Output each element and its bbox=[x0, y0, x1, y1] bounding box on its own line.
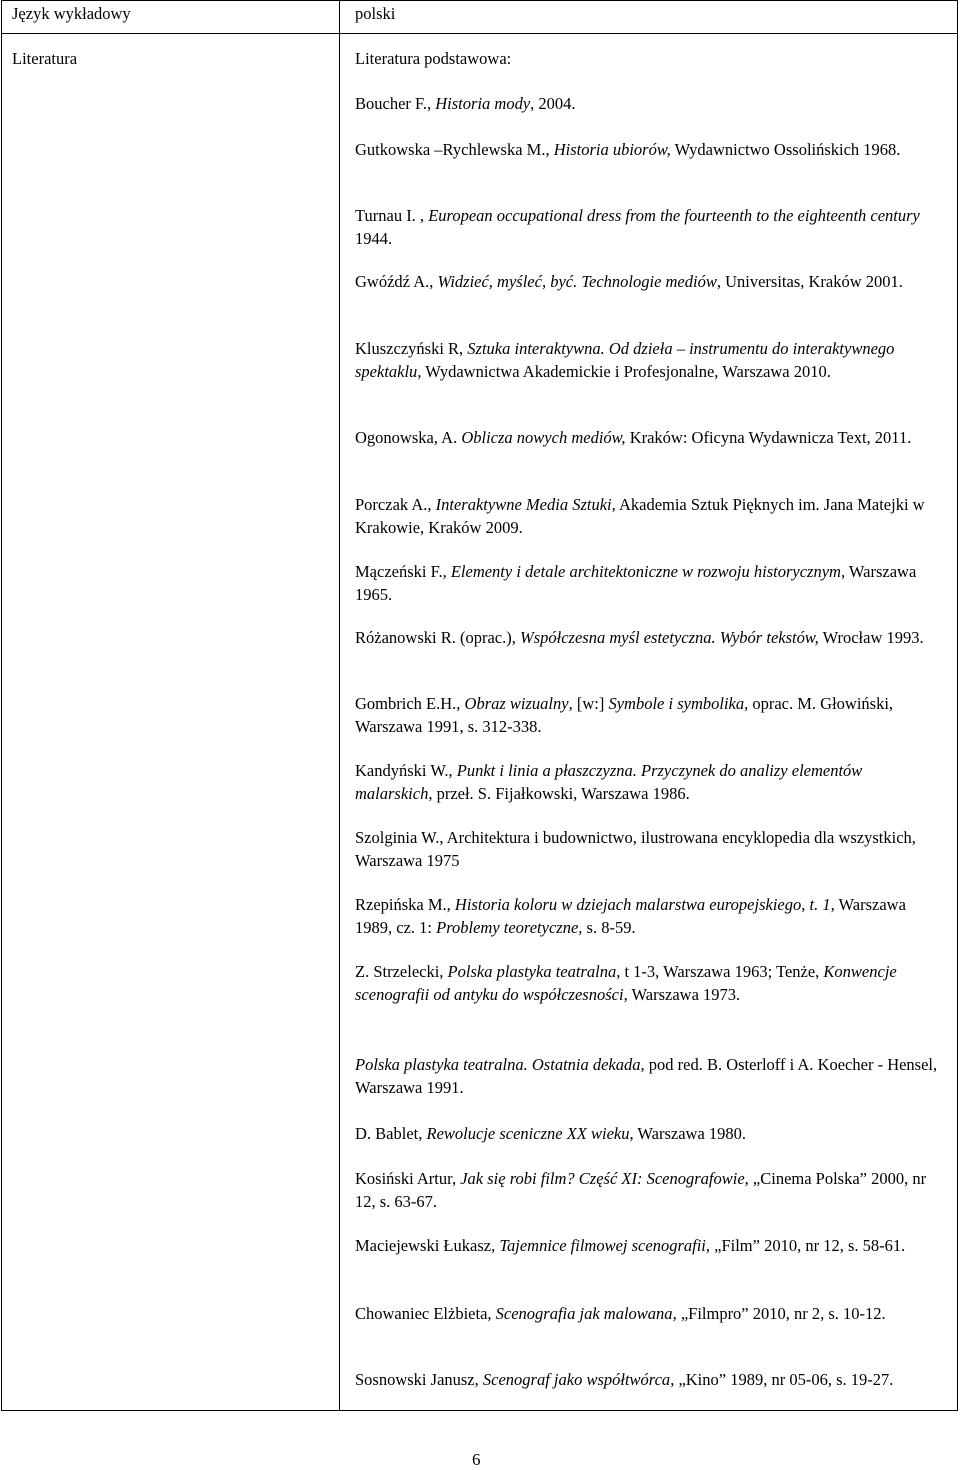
bibliography-entry bbox=[355, 692, 940, 738]
entry-text: Sosnowski Janusz, bbox=[355, 1370, 483, 1389]
entry-text: Szolginia W., Architektura i budownictwo, ilustrowana encyklopedia dla wszystkich, Warszawa 1975 bbox=[355, 828, 916, 870]
entry-title: Współczesna myśl estetyczna. Wybór tekstów, bbox=[519, 628, 819, 647]
bibliography-entry bbox=[355, 92, 940, 115]
entry-title: European occupational dress from the fourteenth to the eighteenth century bbox=[428, 206, 920, 225]
entry-title: Punkt i linia a płaszczyzna. Przyczynek do analizy elementów malarskich bbox=[355, 761, 863, 803]
bibliography-entry bbox=[355, 1122, 940, 1145]
entry-text: Różanowski R. (oprac.), bbox=[355, 628, 520, 647]
entry-text: , Warszawa 1973. bbox=[623, 985, 741, 1004]
entry-text: , 2004. bbox=[530, 94, 576, 113]
entry-text: , Universitas, Kraków 2001. bbox=[716, 272, 903, 291]
bibliography-entry bbox=[355, 759, 940, 805]
entry-title: Scenograf jako współtwórca bbox=[482, 1370, 671, 1389]
entry-text: , „Kino” 1989, nr 05-06, s. 19-27. bbox=[670, 1370, 894, 1389]
bibliography-entry bbox=[355, 626, 940, 649]
entry-text: , „Cinema Polska” 2000, nr 12, s. 63-67. bbox=[355, 1169, 927, 1211]
bibliography-entry bbox=[355, 204, 940, 250]
label-literature: Literatura bbox=[12, 49, 78, 68]
entry-text: Ogonowska, A. bbox=[355, 428, 462, 447]
entry-text: D. Bablet, bbox=[355, 1124, 427, 1143]
entry-text: Chowaniec Elżbieta, bbox=[355, 1304, 496, 1323]
bibliography-entry bbox=[355, 270, 940, 293]
row-divider bbox=[1, 33, 958, 34]
entry-text: Wydawnictwo Ossolińskich 1968. bbox=[670, 140, 901, 159]
entry-title: Obraz wizualny bbox=[464, 694, 569, 713]
bibliography-entry bbox=[355, 1167, 940, 1213]
entry-text: , t 1-3, Warszawa 1963; Tenże, bbox=[616, 962, 824, 981]
bibliography-entry bbox=[355, 960, 940, 1006]
entry-text: , „Filmpro” 2010, nr 2, s. 10-12. bbox=[672, 1304, 886, 1323]
entry-text: , Akademia Sztuk Pięknych im. Jana Matejki w Krakowie, Kraków 2009. bbox=[355, 495, 925, 537]
entry-title: Polska plastyka teatralna. Ostatnia dekada, bbox=[355, 1055, 645, 1074]
entry-text: , Warszawa 1965. bbox=[355, 562, 917, 604]
bibliography-entry bbox=[355, 826, 940, 872]
entry-title: Rewolucje sceniczne XX wieku bbox=[426, 1124, 630, 1143]
entry-text: , Warszawa 1989, cz. 1: bbox=[355, 895, 906, 937]
bibliography-entry bbox=[355, 893, 940, 939]
entry-text: Boucher F., bbox=[355, 94, 436, 113]
entry-title: Interaktywne Media Sztuki bbox=[435, 495, 612, 514]
entry-title: Historia koloru w dziejach malarstwa europejskiego, t. 1 bbox=[454, 895, 831, 914]
entry-title: Widzieć, myśleć, być. Technologie mediów bbox=[437, 272, 717, 291]
entry-title: Tajemnice filmowej scenografii, bbox=[499, 1236, 710, 1255]
entry-text: s. 8-59. bbox=[582, 918, 636, 937]
entry-text: „Film” 2010, nr 12, s. 58-61. bbox=[710, 1236, 906, 1255]
entry-title: Jak się robi film? Część XI: Scenografowie bbox=[460, 1169, 745, 1188]
entry-title: Sztuka interaktywna. Od dzieła – instrumentu do interaktywnego spektaklu bbox=[355, 339, 895, 381]
entry-text: Rzepińska M., bbox=[355, 895, 455, 914]
bibliography-entry bbox=[355, 493, 940, 539]
bibliography-entry bbox=[355, 1302, 940, 1325]
entry-text: , przeł. S. Fijałkowski, Warszawa 1986. bbox=[428, 784, 690, 803]
entry-text: Wrocław 1993. bbox=[818, 628, 924, 647]
entry-text: 1944. bbox=[355, 229, 393, 248]
bibliography-entry bbox=[355, 138, 940, 161]
entry-title: Konwencje scenografii od antyku do współczesności bbox=[355, 962, 897, 1004]
entry-title: Polska plastyka teatralna bbox=[447, 962, 617, 981]
entry-text: Gutkowska –Rychlewska M., bbox=[355, 140, 554, 159]
bibliography-entry bbox=[355, 1368, 940, 1391]
entry-text: Porczak A., bbox=[355, 495, 436, 514]
entry-text: Kluszczyński R, bbox=[355, 339, 468, 358]
value-language: polski bbox=[355, 4, 396, 23]
entry-text: Gwóźdź A., bbox=[355, 272, 438, 291]
entry-title: Historia mody bbox=[435, 94, 531, 113]
entry-text: Mączeński F., bbox=[355, 562, 451, 581]
label-language: Język wykładowy bbox=[12, 4, 131, 23]
bibliography-entry bbox=[355, 337, 940, 383]
entry-title: Oblicza nowych mediów, bbox=[461, 428, 626, 447]
bibliography-entry bbox=[355, 560, 940, 606]
page-number: 6 bbox=[472, 1450, 481, 1469]
entry-text: , oprac. M. Głowiński, Warszawa 1991, s. 312-338. bbox=[355, 694, 894, 736]
entry-text: pod red. B. Osterloff i A. Koecher - Hensel, Warszawa 1991. bbox=[355, 1055, 938, 1097]
entry-text: Maciejewski Łukasz, bbox=[355, 1236, 500, 1255]
entry-text: Turnau I. , bbox=[355, 206, 429, 225]
entry-title: Scenografia jak malowana bbox=[495, 1304, 673, 1323]
entry-title: Problemy teoretyczne, bbox=[436, 918, 583, 937]
entry-text: Kosiński Artur, bbox=[355, 1169, 461, 1188]
bibliography-entry bbox=[355, 1053, 940, 1099]
entry-title: Elementy i detale architektoniczne w rozwoju historycznym bbox=[450, 562, 841, 581]
entry-text: Kraków: Oficyna Wydawnicza Text, 2011. bbox=[625, 428, 912, 447]
literature-heading: Literatura podstawowa: bbox=[355, 49, 512, 68]
entry-text: Gombrich E.H., bbox=[355, 694, 465, 713]
entry-text: Kandyński W., bbox=[355, 761, 457, 780]
entry-text: , Warszawa 1980. bbox=[629, 1124, 747, 1143]
entry-text: , [w:] bbox=[568, 694, 609, 713]
bibliography-entry bbox=[355, 1234, 940, 1257]
entry-title: Symbole i symbolika bbox=[608, 694, 745, 713]
entry-text: , Wydawnictwa Akademickie i Profesjonalne, Warszawa 2010. bbox=[417, 362, 831, 381]
entry-title: Historia ubiorów, bbox=[553, 140, 671, 159]
entry-text: Z. Strzelecki, bbox=[355, 962, 448, 981]
bibliography-entry bbox=[355, 426, 940, 449]
column-divider bbox=[339, 0, 340, 1411]
